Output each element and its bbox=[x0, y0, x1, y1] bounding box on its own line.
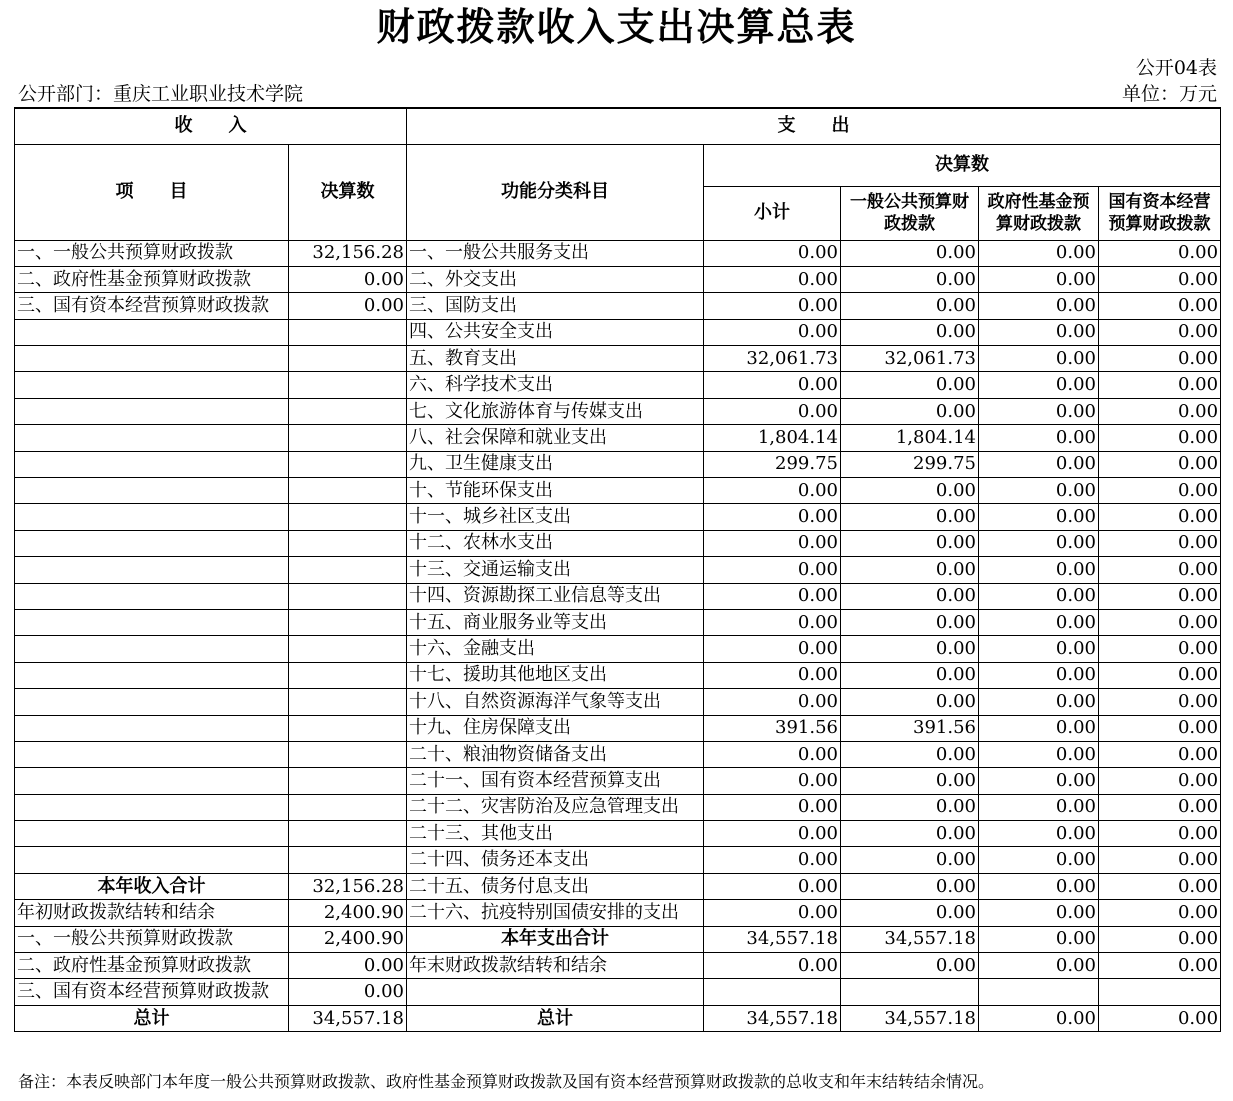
state-capital-cell: 0.00 bbox=[1099, 715, 1221, 741]
state-capital-cell: 0.00 bbox=[1099, 372, 1221, 398]
income-item-cell: 总计 bbox=[15, 1005, 289, 1031]
state-capital-cell bbox=[1099, 979, 1221, 1005]
general-budget-cell: 0.00 bbox=[841, 504, 979, 530]
income-amount-cell bbox=[289, 346, 407, 372]
fund-budget-cell: 0.00 bbox=[979, 530, 1099, 556]
general-budget-cell: 34,557.18 bbox=[841, 1005, 979, 1031]
expense-item-cell: 三、国防支出 bbox=[407, 293, 704, 319]
general-budget-cell: 0.00 bbox=[841, 873, 979, 899]
income-item-cell bbox=[15, 636, 289, 662]
fund-budget-cell: 0.00 bbox=[979, 662, 1099, 688]
income-amount-cell bbox=[289, 715, 407, 741]
fund-budget-cell: 0.00 bbox=[979, 557, 1099, 583]
state-capital-cell: 0.00 bbox=[1099, 636, 1221, 662]
table-row bbox=[15, 979, 1221, 1005]
subtotal-cell: 0.00 bbox=[704, 609, 841, 635]
expense-item-cell: 十二、农林水支出 bbox=[407, 530, 704, 556]
table-row bbox=[15, 768, 1221, 794]
department-label: 公开部门：重庆工业职业技术学院 bbox=[18, 83, 304, 105]
table-row bbox=[15, 873, 1221, 899]
income-item-cell: 三、国有资本经营预算财政拨款 bbox=[15, 293, 289, 319]
table-row bbox=[15, 319, 1221, 345]
income-amount-cell bbox=[289, 741, 407, 767]
expense-item-cell: 十一、城乡社区支出 bbox=[407, 504, 704, 530]
fund-budget-cell: 0.00 bbox=[979, 873, 1099, 899]
subtotal-cell: 0.00 bbox=[704, 504, 841, 530]
general-budget-cell: 0.00 bbox=[841, 847, 979, 873]
income-item-cell: 二、政府性基金预算财政拨款 bbox=[15, 953, 289, 979]
table-row bbox=[15, 451, 1221, 477]
table-row bbox=[15, 609, 1221, 635]
state-capital-cell: 0.00 bbox=[1099, 900, 1221, 926]
expense-item-cell: 二十二、灾害防治及应急管理支出 bbox=[407, 794, 704, 820]
state-capital-cell: 0.00 bbox=[1099, 425, 1221, 451]
state-capital-cell: 0.00 bbox=[1099, 768, 1221, 794]
expense-item-cell: 十四、资源勘探工业信息等支出 bbox=[407, 583, 704, 609]
fund-budget-cell: 0.00 bbox=[979, 504, 1099, 530]
income-item-cell: 三、国有资本经营预算财政拨款 bbox=[15, 979, 289, 1005]
table-row bbox=[15, 346, 1221, 372]
general-budget-cell: 0.00 bbox=[841, 636, 979, 662]
subtotal-cell: 0.00 bbox=[704, 266, 841, 292]
table-row bbox=[15, 953, 1221, 979]
income-amount-cell bbox=[289, 451, 407, 477]
income-item-cell bbox=[15, 583, 289, 609]
table-row bbox=[15, 715, 1221, 741]
expense-item-cell: 十九、住房保障支出 bbox=[407, 715, 704, 741]
income-item-cell: 二、政府性基金预算财政拨款 bbox=[15, 266, 289, 292]
fund-budget-cell: 0.00 bbox=[979, 926, 1099, 952]
general-budget-column-header: 一般公共预算财政拨款 bbox=[841, 186, 979, 240]
subtotal-cell: 0.00 bbox=[704, 953, 841, 979]
income-amount-cell bbox=[289, 794, 407, 820]
subtotal-cell: 0.00 bbox=[704, 372, 841, 398]
fund-budget-cell: 0.00 bbox=[979, 319, 1099, 345]
income-amount-cell bbox=[289, 847, 407, 873]
income-item-cell: 一、一般公共预算财政拨款 bbox=[15, 240, 289, 266]
subtotal-cell: 0.00 bbox=[704, 557, 841, 583]
table-row bbox=[15, 293, 1221, 319]
general-budget-cell: 0.00 bbox=[841, 741, 979, 767]
general-budget-cell: 0.00 bbox=[841, 319, 979, 345]
state-capital-cell: 0.00 bbox=[1099, 451, 1221, 477]
state-capital-cell: 0.00 bbox=[1099, 504, 1221, 530]
form-number: 公开04表 bbox=[1135, 57, 1217, 79]
table-row bbox=[15, 530, 1221, 556]
general-budget-cell: 299.75 bbox=[841, 451, 979, 477]
expense-item-cell: 十三、交通运输支出 bbox=[407, 557, 704, 583]
income-amount-cell: 0.00 bbox=[289, 266, 407, 292]
table-row bbox=[15, 794, 1221, 820]
expense-section-header: 支 出 bbox=[407, 108, 1221, 144]
fund-budget-cell: 0.00 bbox=[979, 821, 1099, 847]
subtotal-cell: 0.00 bbox=[704, 293, 841, 319]
subtotal-cell: 0.00 bbox=[704, 319, 841, 345]
general-budget-cell: 0.00 bbox=[841, 689, 979, 715]
subtotal-cell: 0.00 bbox=[704, 240, 841, 266]
expense-item-cell: 二十一、国有资本经营预算支出 bbox=[407, 768, 704, 794]
expense-item-cell: 五、教育支出 bbox=[407, 346, 704, 372]
expense-item-cell: 十六、金融支出 bbox=[407, 636, 704, 662]
state-capital-column-header: 国有资本经营预算财政拨款 bbox=[1099, 186, 1221, 240]
income-item-cell bbox=[15, 609, 289, 635]
income-item-cell bbox=[15, 847, 289, 873]
income-amount-cell bbox=[289, 530, 407, 556]
income-item-cell bbox=[15, 319, 289, 345]
income-amount-cell: 0.00 bbox=[289, 953, 407, 979]
expense-item-cell: 一、一般公共服务支出 bbox=[407, 240, 704, 266]
general-budget-cell: 0.00 bbox=[841, 557, 979, 583]
general-budget-cell: 34,557.18 bbox=[841, 926, 979, 952]
state-capital-cell: 0.00 bbox=[1099, 293, 1221, 319]
income-item-cell bbox=[15, 504, 289, 530]
state-capital-cell: 0.00 bbox=[1099, 821, 1221, 847]
table-row bbox=[15, 504, 1221, 530]
state-capital-cell: 0.00 bbox=[1099, 557, 1221, 583]
table-row bbox=[15, 478, 1221, 504]
expense-item-cell: 十七、援助其他地区支出 bbox=[407, 662, 704, 688]
general-budget-cell: 0.00 bbox=[841, 266, 979, 292]
final-accounts-table bbox=[14, 107, 1221, 1032]
subtotal-cell: 0.00 bbox=[704, 689, 841, 715]
state-capital-cell: 0.00 bbox=[1099, 741, 1221, 767]
state-capital-cell: 0.00 bbox=[1099, 873, 1221, 899]
income-item-cell bbox=[15, 398, 289, 424]
state-capital-cell: 0.00 bbox=[1099, 689, 1221, 715]
expense-item-cell: 四、公共安全支出 bbox=[407, 319, 704, 345]
state-capital-cell: 0.00 bbox=[1099, 794, 1221, 820]
state-capital-cell: 0.00 bbox=[1099, 953, 1221, 979]
general-budget-cell: 0.00 bbox=[841, 768, 979, 794]
fund-budget-column-header: 政府性基金预算财政拨款 bbox=[979, 186, 1099, 240]
expense-item-cell: 总计 bbox=[407, 1005, 704, 1031]
table-row bbox=[15, 398, 1221, 424]
fund-budget-cell: 0.00 bbox=[979, 794, 1099, 820]
footnote: 备注：本表反映部门本年度一般公共预算财政拨款、政府性基金预算财政拨款及国有资本经营预算财政拨款的总收支和年末结转结余情况。 bbox=[18, 1072, 995, 1091]
table-row bbox=[15, 741, 1221, 767]
final-amount-group-header: 决算数 bbox=[704, 144, 1221, 186]
fund-budget-cell: 0.00 bbox=[979, 372, 1099, 398]
state-capital-cell: 0.00 bbox=[1099, 926, 1221, 952]
state-capital-cell: 0.00 bbox=[1099, 346, 1221, 372]
income-item-cell bbox=[15, 372, 289, 398]
table-row bbox=[15, 900, 1221, 926]
fund-budget-cell: 0.00 bbox=[979, 741, 1099, 767]
income-item-cell bbox=[15, 557, 289, 583]
table-row bbox=[15, 425, 1221, 451]
subtotal-cell: 0.00 bbox=[704, 768, 841, 794]
income-item-cell bbox=[15, 768, 289, 794]
income-amount-cell bbox=[289, 478, 407, 504]
income-item-cell bbox=[15, 715, 289, 741]
table-row bbox=[15, 1005, 1221, 1031]
general-budget-cell: 0.00 bbox=[841, 240, 979, 266]
subtotal-cell: 32,061.73 bbox=[704, 346, 841, 372]
page-title: 财政拨款收入支出决算总表 bbox=[376, 5, 857, 49]
subtotal-cell: 34,557.18 bbox=[704, 1005, 841, 1031]
subtotal-cell: 0.00 bbox=[704, 821, 841, 847]
fund-budget-cell: 0.00 bbox=[979, 425, 1099, 451]
expense-item-cell: 十五、商业服务业等支出 bbox=[407, 609, 704, 635]
income-amount-cell bbox=[289, 425, 407, 451]
expense-item-cell: 二十、粮油物资储备支出 bbox=[407, 741, 704, 767]
state-capital-cell: 0.00 bbox=[1099, 847, 1221, 873]
income-amount-cell bbox=[289, 398, 407, 424]
income-item-cell bbox=[15, 530, 289, 556]
income-amount-cell: 34,557.18 bbox=[289, 1005, 407, 1031]
income-amount-cell: 2,400.90 bbox=[289, 900, 407, 926]
fund-budget-cell: 0.00 bbox=[979, 609, 1099, 635]
income-item-cell bbox=[15, 662, 289, 688]
subtotal-column-header: 小计 bbox=[704, 186, 841, 240]
income-amount-cell: 0.00 bbox=[289, 293, 407, 319]
table-row bbox=[15, 847, 1221, 873]
income-item-cell bbox=[15, 821, 289, 847]
expense-item-cell: 年末财政拨款结转和结余 bbox=[407, 953, 704, 979]
subtotal-cell: 34,557.18 bbox=[704, 926, 841, 952]
expense-item-cell: 二十三、其他支出 bbox=[407, 821, 704, 847]
expense-item-cell: 二十六、抗疫特别国债安排的支出 bbox=[407, 900, 704, 926]
income-amount-cell bbox=[289, 583, 407, 609]
income-item-cell bbox=[15, 425, 289, 451]
fund-budget-cell: 0.00 bbox=[979, 847, 1099, 873]
fund-budget-cell: 0.00 bbox=[979, 768, 1099, 794]
income-amount-cell bbox=[289, 662, 407, 688]
fund-budget-cell: 0.00 bbox=[979, 346, 1099, 372]
income-item-cell: 年初财政拨款结转和结余 bbox=[15, 900, 289, 926]
fund-budget-cell bbox=[979, 979, 1099, 1005]
subtotal-cell: 0.00 bbox=[704, 662, 841, 688]
income-amount-cell: 32,156.28 bbox=[289, 873, 407, 899]
table-row bbox=[15, 557, 1221, 583]
amount-column-header: 决算数 bbox=[289, 144, 407, 240]
expense-item-cell: 二十四、债务还本支出 bbox=[407, 847, 704, 873]
expense-item-cell bbox=[407, 979, 704, 1005]
table-row bbox=[15, 689, 1221, 715]
general-budget-cell: 0.00 bbox=[841, 530, 979, 556]
function-column-header: 功能分类科目 bbox=[407, 144, 704, 240]
expense-item-cell: 二、外交支出 bbox=[407, 266, 704, 292]
income-item-cell bbox=[15, 794, 289, 820]
table-row bbox=[15, 926, 1221, 952]
subtotal-cell: 0.00 bbox=[704, 873, 841, 899]
fund-budget-cell: 0.00 bbox=[979, 1005, 1099, 1031]
expense-item-cell: 七、文化旅游体育与传媒支出 bbox=[407, 398, 704, 424]
general-budget-cell: 0.00 bbox=[841, 821, 979, 847]
fund-budget-cell: 0.00 bbox=[979, 953, 1099, 979]
general-budget-cell: 0.00 bbox=[841, 953, 979, 979]
expense-item-cell: 十、节能环保支出 bbox=[407, 478, 704, 504]
general-budget-cell: 32,061.73 bbox=[841, 346, 979, 372]
state-capital-cell: 0.00 bbox=[1099, 1005, 1221, 1031]
subtotal-cell: 1,804.14 bbox=[704, 425, 841, 451]
subtotal-cell: 0.00 bbox=[704, 847, 841, 873]
subtotal-cell: 0.00 bbox=[704, 398, 841, 424]
income-item-cell bbox=[15, 478, 289, 504]
state-capital-cell: 0.00 bbox=[1099, 662, 1221, 688]
income-item-cell bbox=[15, 741, 289, 767]
general-budget-cell: 0.00 bbox=[841, 398, 979, 424]
income-amount-cell bbox=[289, 557, 407, 583]
subtotal-cell: 391.56 bbox=[704, 715, 841, 741]
fund-budget-cell: 0.00 bbox=[979, 715, 1099, 741]
table-row bbox=[15, 266, 1221, 292]
table-row bbox=[15, 372, 1221, 398]
general-budget-cell: 0.00 bbox=[841, 583, 979, 609]
fund-budget-cell: 0.00 bbox=[979, 583, 1099, 609]
subtotal-cell: 0.00 bbox=[704, 583, 841, 609]
income-item-cell bbox=[15, 689, 289, 715]
general-budget-cell: 0.00 bbox=[841, 609, 979, 635]
state-capital-cell: 0.00 bbox=[1099, 398, 1221, 424]
fund-budget-cell: 0.00 bbox=[979, 900, 1099, 926]
fund-budget-cell: 0.00 bbox=[979, 689, 1099, 715]
table-row bbox=[15, 583, 1221, 609]
income-section-header: 收 入 bbox=[15, 108, 407, 144]
income-item-cell bbox=[15, 451, 289, 477]
fund-budget-cell: 0.00 bbox=[979, 293, 1099, 319]
income-amount-cell bbox=[289, 689, 407, 715]
subtotal-cell bbox=[704, 979, 841, 1005]
fund-budget-cell: 0.00 bbox=[979, 451, 1099, 477]
income-item-cell: 一、一般公共预算财政拨款 bbox=[15, 926, 289, 952]
general-budget-cell: 0.00 bbox=[841, 478, 979, 504]
fund-budget-cell: 0.00 bbox=[979, 398, 1099, 424]
state-capital-cell: 0.00 bbox=[1099, 583, 1221, 609]
subtotal-cell: 0.00 bbox=[704, 478, 841, 504]
income-amount-cell bbox=[289, 372, 407, 398]
fund-budget-cell: 0.00 bbox=[979, 266, 1099, 292]
expense-item-cell: 八、社会保障和就业支出 bbox=[407, 425, 704, 451]
state-capital-cell: 0.00 bbox=[1099, 478, 1221, 504]
general-budget-cell: 0.00 bbox=[841, 293, 979, 319]
subtotal-cell: 0.00 bbox=[704, 530, 841, 556]
state-capital-cell: 0.00 bbox=[1099, 530, 1221, 556]
income-amount-cell bbox=[289, 768, 407, 794]
income-amount-cell bbox=[289, 609, 407, 635]
subtotal-cell: 0.00 bbox=[704, 900, 841, 926]
subtotal-cell: 0.00 bbox=[704, 741, 841, 767]
fund-budget-cell: 0.00 bbox=[979, 478, 1099, 504]
unit-label: 单位：万元 bbox=[1121, 83, 1217, 105]
general-budget-cell: 391.56 bbox=[841, 715, 979, 741]
table-row bbox=[15, 662, 1221, 688]
state-capital-cell: 0.00 bbox=[1099, 609, 1221, 635]
expense-item-cell: 九、卫生健康支出 bbox=[407, 451, 704, 477]
general-budget-cell bbox=[841, 979, 979, 1005]
income-amount-cell bbox=[289, 821, 407, 847]
subtotal-cell: 0.00 bbox=[704, 794, 841, 820]
expense-item-cell: 六、科学技术支出 bbox=[407, 372, 704, 398]
income-item-cell bbox=[15, 346, 289, 372]
expense-item-cell: 二十五、债务付息支出 bbox=[407, 873, 704, 899]
fund-budget-cell: 0.00 bbox=[979, 636, 1099, 662]
general-budget-cell: 0.00 bbox=[841, 794, 979, 820]
general-budget-cell: 0.00 bbox=[841, 900, 979, 926]
state-capital-cell: 0.00 bbox=[1099, 240, 1221, 266]
expense-item-cell: 十八、自然资源海洋气象等支出 bbox=[407, 689, 704, 715]
state-capital-cell: 0.00 bbox=[1099, 319, 1221, 345]
subtotal-cell: 299.75 bbox=[704, 451, 841, 477]
state-capital-cell: 0.00 bbox=[1099, 266, 1221, 292]
general-budget-cell: 1,804.14 bbox=[841, 425, 979, 451]
expense-item-cell: 本年支出合计 bbox=[407, 926, 704, 952]
income-amount-cell: 32,156.28 bbox=[289, 240, 407, 266]
item-column-header: 项 目 bbox=[15, 144, 289, 240]
income-amount-cell bbox=[289, 319, 407, 345]
table-row bbox=[15, 636, 1221, 662]
income-amount-cell: 0.00 bbox=[289, 979, 407, 1005]
fund-budget-cell: 0.00 bbox=[979, 240, 1099, 266]
income-item-cell: 本年收入合计 bbox=[15, 873, 289, 899]
income-amount-cell: 2,400.90 bbox=[289, 926, 407, 952]
general-budget-cell: 0.00 bbox=[841, 662, 979, 688]
subtotal-cell: 0.00 bbox=[704, 636, 841, 662]
general-budget-cell: 0.00 bbox=[841, 372, 979, 398]
income-amount-cell bbox=[289, 504, 407, 530]
income-amount-cell bbox=[289, 636, 407, 662]
table-row bbox=[15, 240, 1221, 266]
table-row bbox=[15, 821, 1221, 847]
